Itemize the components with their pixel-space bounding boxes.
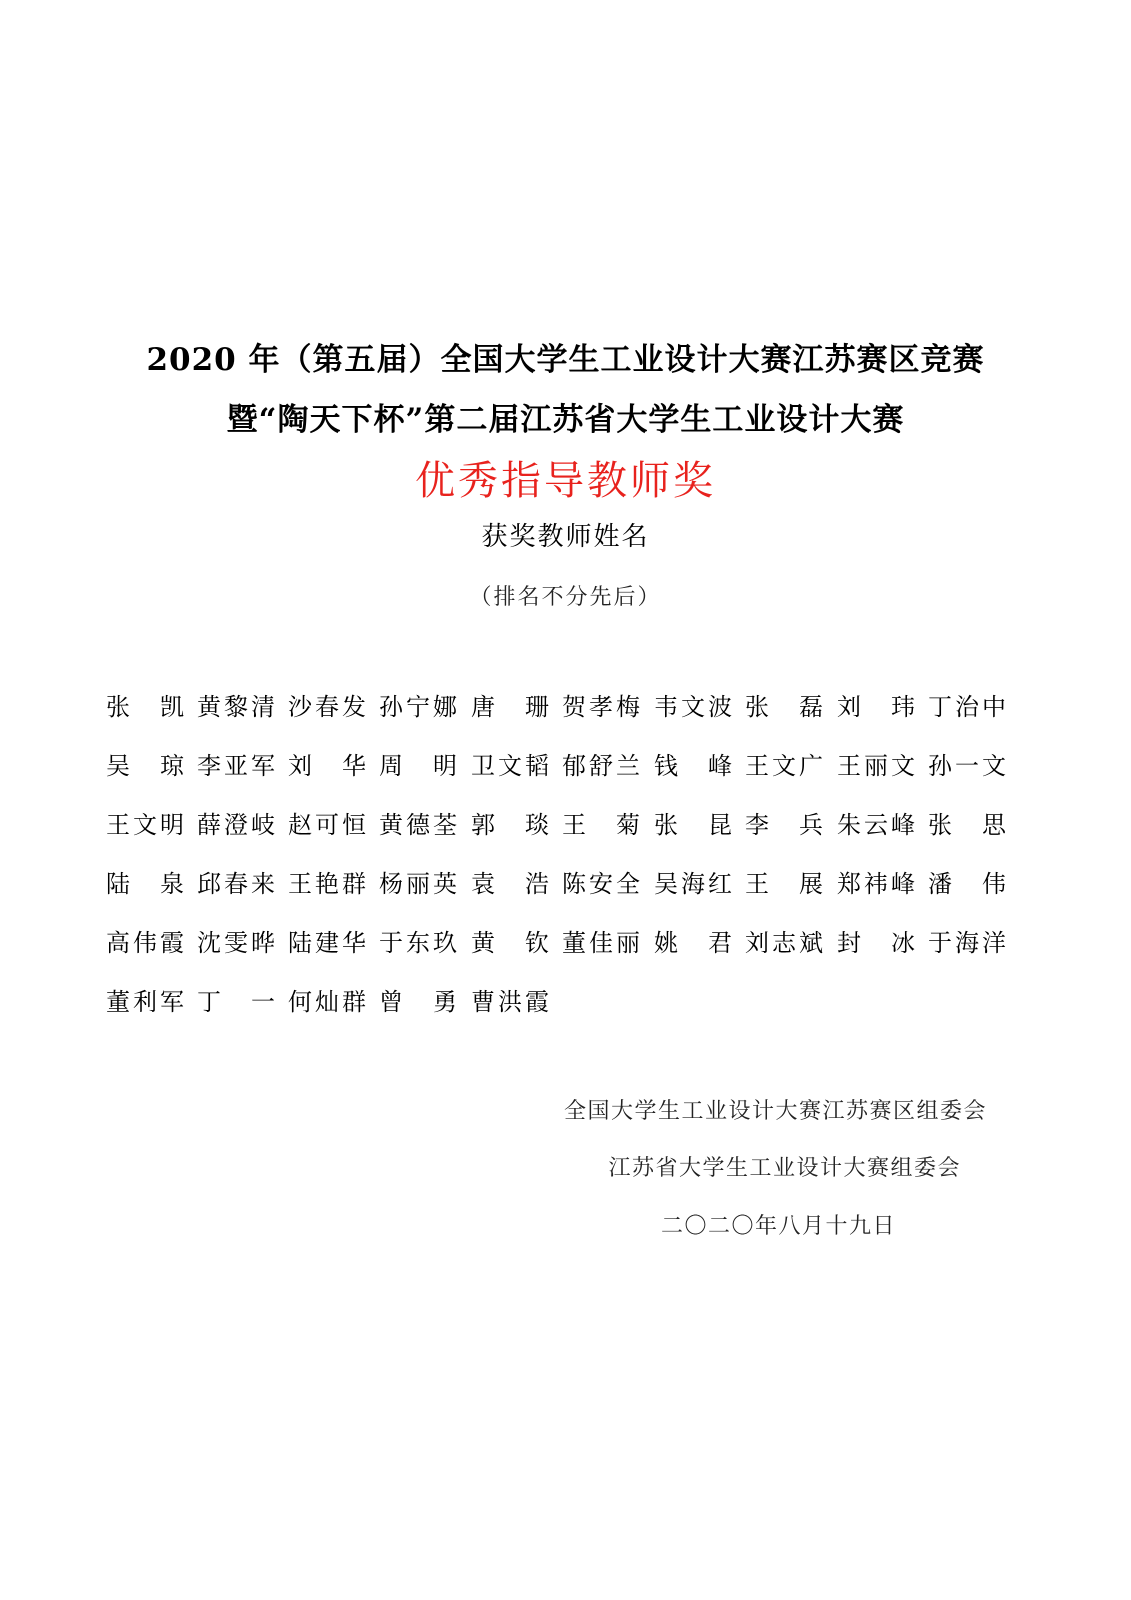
teacher-name: 姚 君: [654, 929, 732, 957]
teacher-name: 黄 德 荃: [379, 811, 457, 839]
teacher-name: 于 海 洋: [928, 929, 1006, 957]
teacher-name: 封 冰: [837, 929, 915, 957]
teacher-name: 沙 春 发: [288, 693, 366, 721]
teacher-name: 卫 文 韬: [471, 752, 549, 780]
teacher-name: 董 佳 丽: [562, 929, 640, 957]
award-title: 优秀指导教师奖: [415, 458, 716, 504]
name-row: [106, 985, 1026, 1044]
teacher-name: 朱 云 峰: [837, 811, 915, 839]
ranking-note: （排名不分先后）: [469, 585, 662, 610]
title-line-2: 暨“陶天下杯”第二届江苏省大学生工业设计大赛: [226, 402, 905, 438]
teacher-name: 陈 安 全: [562, 870, 640, 898]
teacher-name: 于 东 玖: [379, 929, 457, 957]
teacher-name: 孙 一 文: [928, 752, 1006, 780]
name-row: [106, 690, 1026, 749]
teacher-name: 邱 春 来: [197, 870, 275, 898]
name-row: [106, 808, 1026, 867]
organizer-line-2: 江苏省大学生工业设计大赛组委会: [608, 1156, 961, 1181]
teacher-name: 王 菊: [562, 811, 640, 839]
organizer-line-1: 全国大学生工业设计大赛江苏赛区组委会: [563, 1099, 987, 1124]
teacher-name: 王 展: [745, 870, 823, 898]
teacher-name: 曾 勇: [379, 988, 457, 1016]
teacher-name: 李 兵: [745, 811, 823, 839]
teacher-name: 沈 雯 晔: [197, 929, 275, 957]
name-row: [106, 867, 1026, 926]
teacher-name: 王 丽 文: [837, 752, 915, 780]
teacher-name: 张 思: [928, 811, 1006, 839]
teacher-name: 曹 洪 霞: [471, 988, 549, 1016]
teacher-name: 刘 志 斌: [745, 929, 823, 957]
teacher-name: 孙 宁 娜: [379, 693, 457, 721]
teacher-name: 陆 泉: [106, 870, 184, 898]
teacher-name: 郭 琰: [471, 811, 549, 839]
teacher-name: 王 艳 群: [288, 870, 366, 898]
teacher-name: 刘 华: [288, 752, 366, 780]
subtitle: 获奖教师姓名: [481, 522, 650, 552]
title-line-1: 2020 年（第五届）全国大学生工业设计大赛江苏赛区竞赛: [146, 342, 985, 378]
teacher-name: 郁 舒 兰: [562, 752, 640, 780]
teacher-name: 袁 浩: [471, 870, 549, 898]
teacher-name: 张 昆: [654, 811, 732, 839]
issue-date: 二〇二〇年八月十九日: [660, 1214, 896, 1239]
teacher-name-list: [106, 690, 1026, 1044]
name-row: [106, 749, 1026, 808]
teacher-name: 赵 可 恒: [288, 811, 366, 839]
teacher-name: 刘 玮: [837, 693, 915, 721]
teacher-name: 吴 海 红: [654, 870, 732, 898]
teacher-name: 唐 珊: [471, 693, 549, 721]
teacher-name: 韦 文 波: [654, 693, 732, 721]
teacher-name: 丁 一: [197, 988, 275, 1016]
teacher-name: 贺 孝 梅: [562, 693, 640, 721]
teacher-name: 张 磊: [745, 693, 823, 721]
teacher-name: 高 伟 霞: [106, 929, 184, 957]
teacher-name: 王 文 广: [745, 752, 823, 780]
name-row: [106, 926, 1026, 985]
teacher-name: 张 凯: [106, 693, 184, 721]
teacher-name: 杨 丽 英: [379, 870, 457, 898]
teacher-name: 潘 伟: [928, 870, 1006, 898]
teacher-name: 薛 澄 岐: [197, 811, 275, 839]
teacher-name: 吴 琼: [106, 752, 184, 780]
teacher-name: 周 明: [379, 752, 457, 780]
teacher-name: 王 文 明: [106, 811, 184, 839]
teacher-name: 陆 建 华: [288, 929, 366, 957]
teacher-name: 黄 黎 清: [197, 693, 275, 721]
teacher-name: 钱 峰: [654, 752, 732, 780]
teacher-name: 郑 祎 峰: [837, 870, 915, 898]
teacher-name: 李 亚 军: [197, 752, 275, 780]
teacher-name: 黄 钦: [471, 929, 549, 957]
teacher-name: 丁 治 中: [928, 693, 1006, 721]
teacher-name: 董 利 军: [106, 988, 184, 1016]
teacher-name: 何 灿 群: [288, 988, 366, 1016]
